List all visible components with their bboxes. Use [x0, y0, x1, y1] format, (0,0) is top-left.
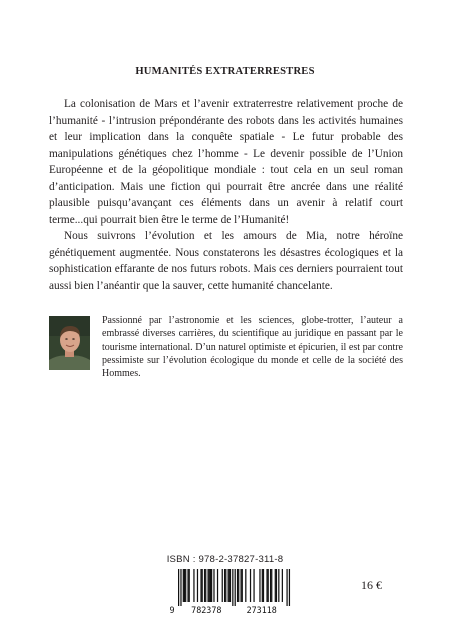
barcode-bar: [185, 569, 186, 602]
barcode-bar: [180, 569, 181, 606]
author-bio: Passionné par l’astronomie et les sciences, globe-trotter, l’auteur a embrassé diverses carrières, du scientifique au juridique en passant par le tourisme international. D’un naturel optimiste et épicurien, il est par contre pessimiste sur l’évolution écologique du monde et celle de la société des Hommes.: [102, 315, 403, 380]
barcode-bar: [207, 569, 208, 602]
barcode-bar: [235, 569, 236, 606]
barcode-bar: [240, 569, 241, 602]
barcode-bar: [205, 569, 206, 602]
barcode-digits-right: 273118: [246, 605, 277, 615]
barcode-bar: [225, 569, 226, 602]
blurb-text: [49, 96, 403, 294]
barcode-bar: [259, 569, 260, 602]
barcode-bar: [229, 569, 230, 602]
barcode-bar: [202, 569, 203, 602]
barcode-bar: [268, 569, 269, 602]
barcode-bar: [200, 569, 201, 602]
price-label: 16 €: [361, 578, 382, 592]
barcode-bar: [278, 569, 279, 602]
barcode-bar: [286, 569, 287, 606]
barcode-bar: [250, 569, 251, 602]
barcode-bar: [245, 569, 246, 602]
author-photo: [49, 316, 90, 370]
barcode-bar: [238, 569, 239, 602]
barcode-bar: [262, 569, 263, 602]
barcode-bar: [193, 569, 194, 602]
barcode-bar: [224, 569, 225, 602]
barcode-bar: [187, 569, 188, 602]
author-portrait-image: [49, 316, 90, 370]
book-title: HUMANITÉS EXTRATERRESTRES: [135, 66, 315, 77]
barcode-bar: [197, 569, 198, 602]
blurb-paragraph: La colonisation de Mars et l’avenir extraterrestre relativement proche de l’humanité - l’intrusion prépondérante des robots dans les activités humaines et leur implication dans la conquête spatiale - Le futur probable des manipulations génétiques chez l’homme - Le devenir possible de l’Union Européenne et de la géopolitique mondiale : tout cela en un seul roman d’anticipation. Mais une fiction qui pourrait être ancrée dans une réalité plausible puisqu’avançant ces éléments dans un avenir à relatif court terme...qui pourrait bien être le terme de l’Humanité!: [49, 98, 403, 226]
barcode-bar: [217, 569, 218, 602]
barcode-bar: [210, 569, 211, 602]
barcode-bar: [289, 569, 290, 606]
barcode-bar: [253, 569, 254, 602]
barcode-bar: [184, 569, 185, 602]
barcode-bar: [237, 569, 238, 602]
barcode-bar: [209, 569, 210, 602]
barcode-bar: [263, 569, 264, 602]
barcode-bar: [232, 569, 233, 606]
isbn-label: ISBN : 978-2-37827-311-8: [166, 554, 284, 565]
barcode-bar: [242, 569, 243, 602]
barcode-digits-left: 782378: [191, 605, 222, 615]
barcode-bar: [178, 569, 179, 606]
barcode-bar: [275, 569, 276, 602]
barcode-bar: [276, 569, 277, 602]
barcode-bar: [266, 569, 267, 602]
barcode-bar: [282, 569, 283, 602]
isbn-barcode: [168, 569, 292, 615]
barcode-bar: [189, 569, 190, 602]
barcode-bar: [204, 569, 205, 602]
barcode-bar: [183, 569, 184, 602]
barcode-digit-first: 9: [169, 605, 175, 615]
barcode-bar: [228, 569, 229, 602]
barcode-bar: [222, 569, 223, 602]
barcode-bar: [271, 569, 272, 602]
barcode-bar: [211, 569, 212, 602]
blurb-paragraph: Nous suivrons l’évolution et les amours de Mia, notre héroïne génétiquement augmentée. Nous constaterons les désastres écologiques et la sophistication effarante de nos futurs robots. Mais ces derniers pourraient tout aussi bien l’anéantir que la sauver, cette humanité chancelante.: [49, 230, 403, 292]
barcode-bar: [230, 569, 231, 602]
barcode-bar: [213, 569, 214, 602]
barcode-bar: [270, 569, 271, 602]
